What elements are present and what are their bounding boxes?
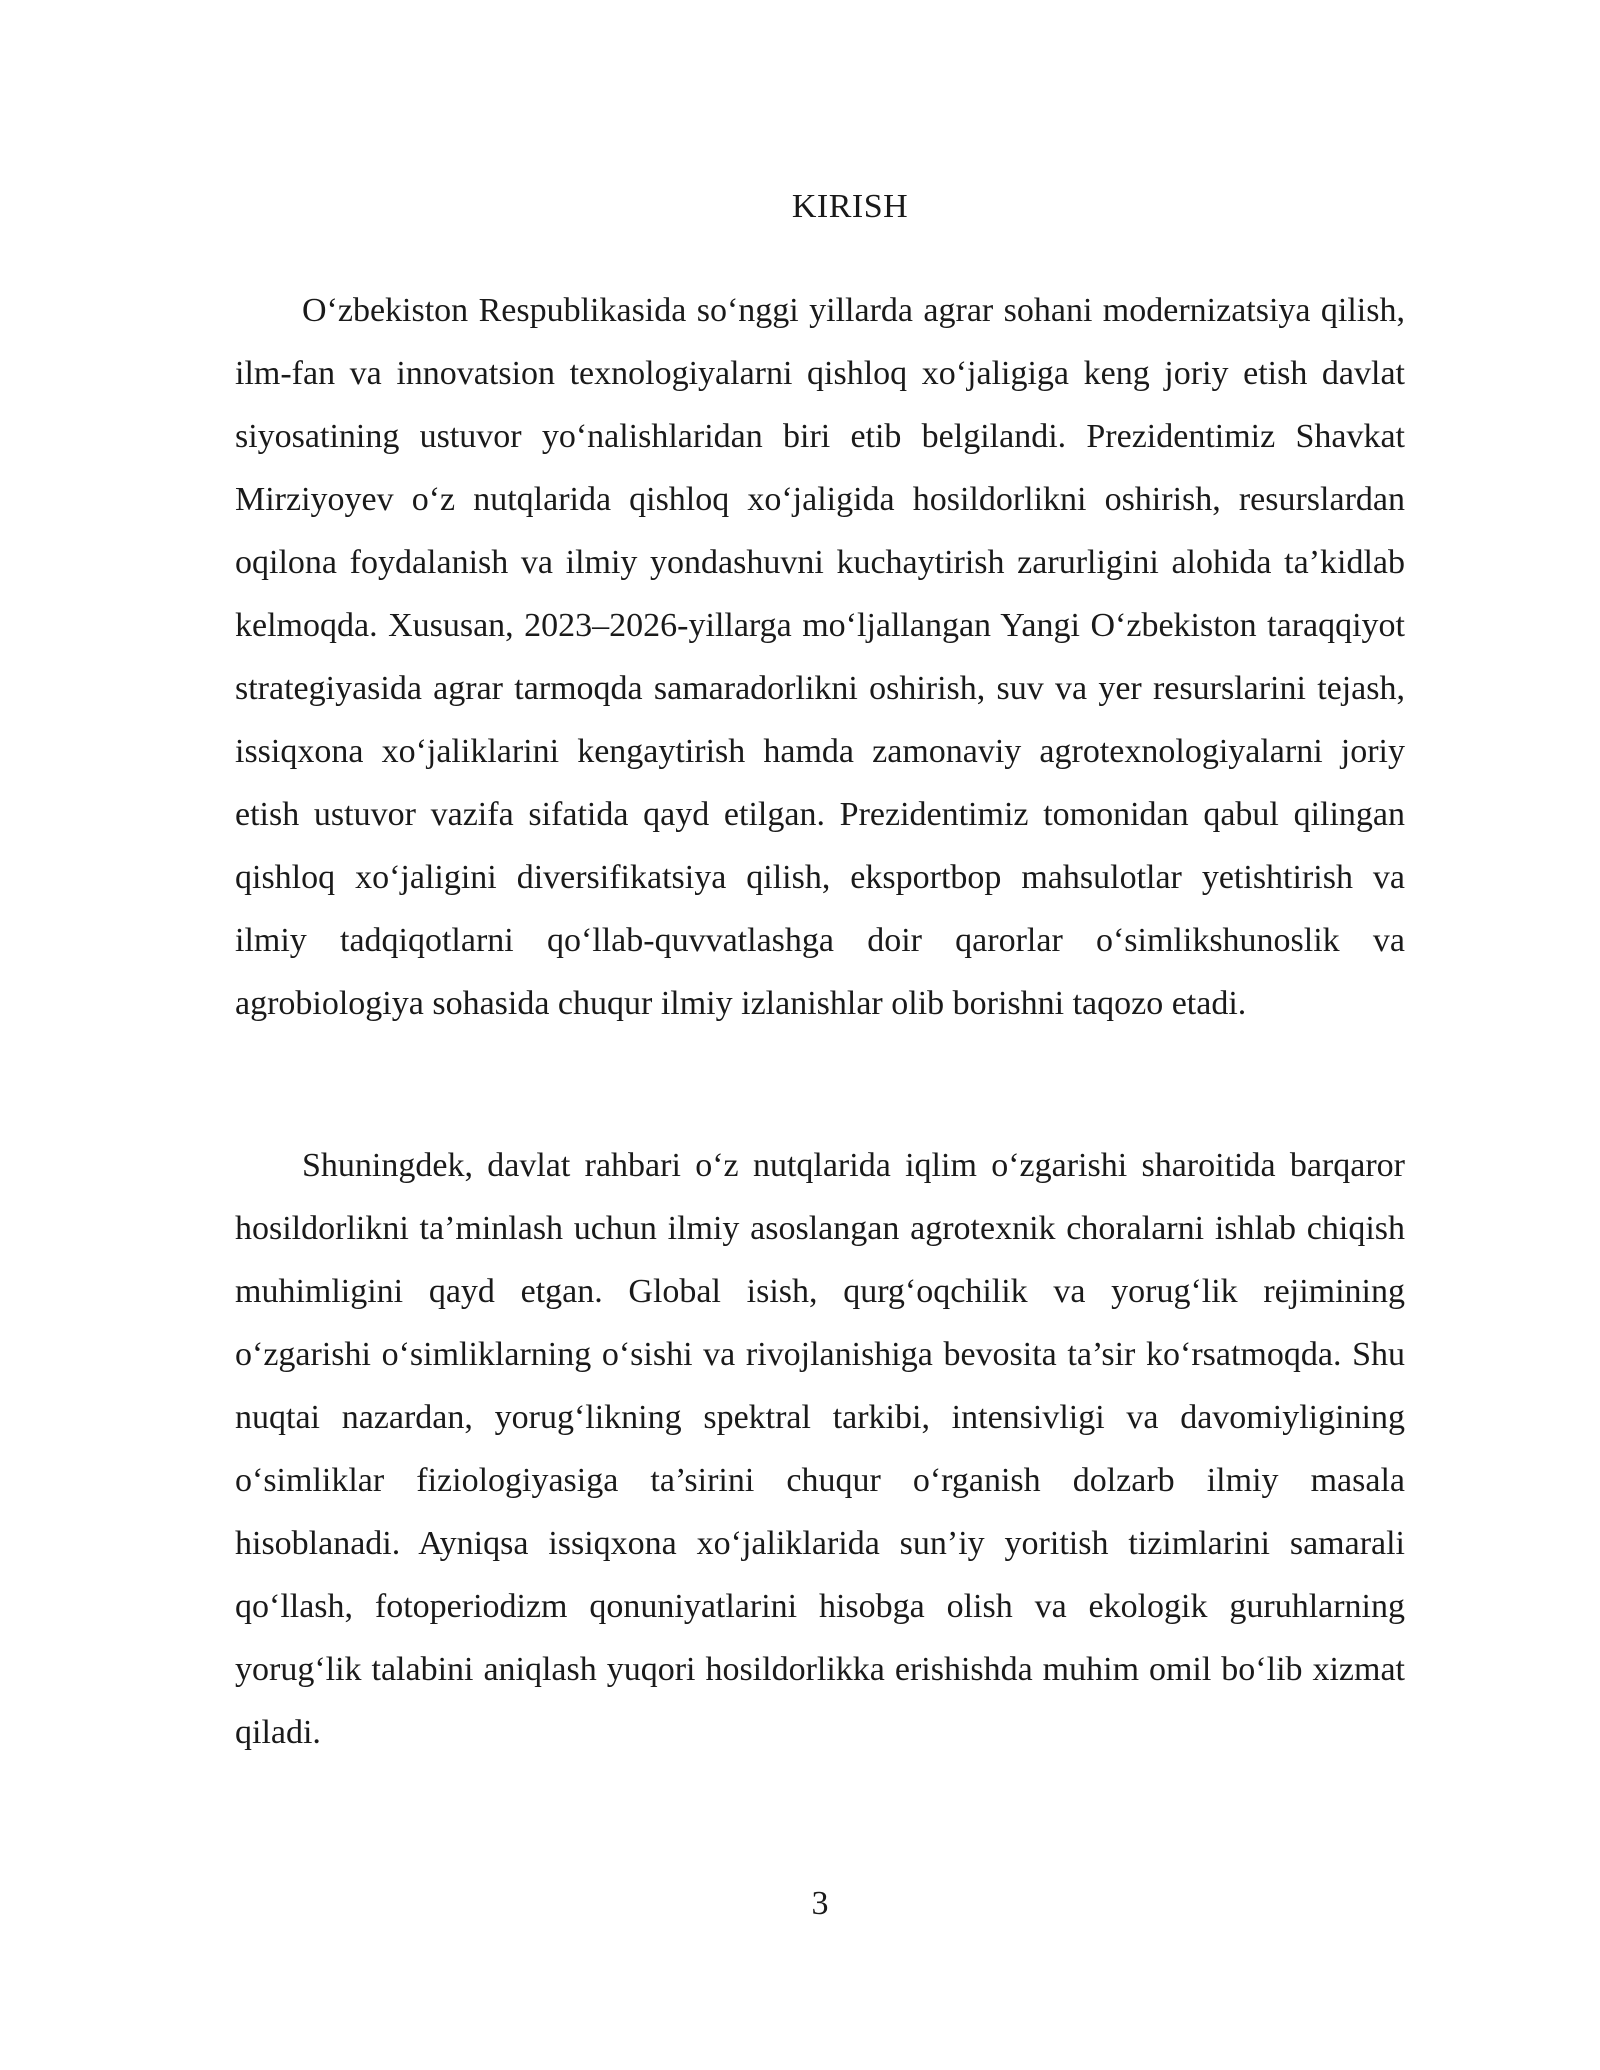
paragraph-1: O‘zbekiston Respublikasida so‘nggi yillarda agrar sohani modernizatsiya qilish, ilm-fan va innovatsion texnologiyalarni qishloq xo‘jaligiga keng joriy etish davlat siyosatining ustuvor yo‘nalishlaridan biri etib belgilandi. Prezidentimiz Shavkat Mirziyoyev o‘z nutqlarida qishloq xo‘jaligida hosildorlikni oshirish, resurslardan oqilona foydalanish va ilmiy yondashuvni kuchaytirish zarurligini alohida ta’kidlab kelmoqda. Xususan, 2023–2026-yillarga mo‘ljallangan Yangi O‘zbekiston taraqqiyot strategiyasida agrar tarmoqda samaradorlikni oshirish, suv va yer resurslarini tejash, issiqxona xo‘jaliklarini kengaytirish hamda zamonaviy agrotexnologiyalarni joriy etish ustuvor vazifa sifatida qayd etilgan. Prezidentimiz tomonidan qabul qilingan qishloq xo‘jaligini diversifikatsiya qilish, eksportbop mahsulotlar yetishtirish va ilmiy tadqiqotlarni qo‘llab-quvvatlashga doir qarorlar o‘simlikshunoslik va agrobiologiya sohasida chuqur ilmiy izlanishlar olib borishni taqozo etadi.: [235, 292, 1405, 1022]
page-number: 3: [811, 1885, 829, 1922]
section-heading: KIRISH: [791, 188, 909, 225]
paragraph-2: Shuningdek, davlat rahbari o‘z nutqlarida iqlim o‘zgarishi sharoitida barqaror hosildorlikni ta’minlash uchun ilmiy asoslangan agrotexnik choralarni ishlab chiqish muhimligini qayd etgan. Global isish, qurg‘oqchilik va yorug‘lik rejimining o‘zgarishi o‘simliklarning o‘sishi va rivojlanishiga bevosita ta’sir ko‘rsatmoqda. Shu nuqtai nazardan, yorug‘likning spektral tarkibi, intensivligi va davomiyligining o‘simliklar fiziologiyasiga ta’sirini chuqur o‘rganish dolzarb ilmiy masala hisoblanadi. Ayniqsa issiqxona xo‘jaliklarida sun’iy yoritish tizimlarini samarali qo‘llash, fotoperiodizm qonuniyatlarini hisobga olish va ekologik guruhlarning yorug‘lik talabini aniqlash yuqori hosildorlikka erishishda muhim omil bo‘lib xizmat qiladi.: [235, 1147, 1405, 1751]
